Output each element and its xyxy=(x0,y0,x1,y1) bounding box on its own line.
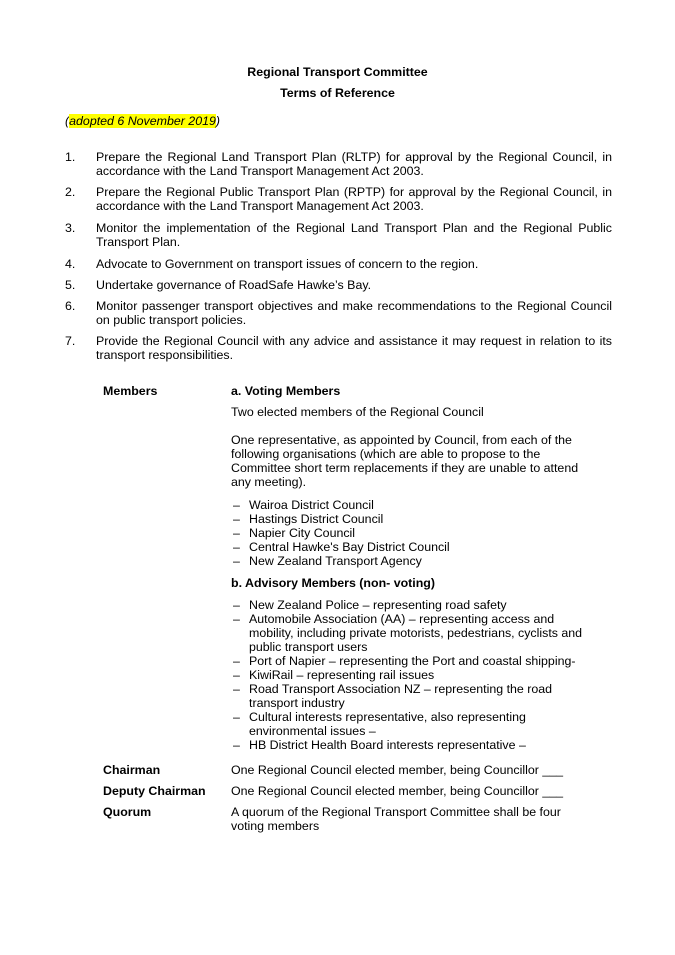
chairman-text: One Regional Council elected member, being Councillor ___ xyxy=(231,763,563,777)
document-subtitle: Terms of Reference xyxy=(280,86,395,100)
duty-number: 4. xyxy=(65,257,76,271)
dash-bullet: – xyxy=(233,738,240,752)
dash-bullet: – xyxy=(233,654,240,668)
dash-bullet: – xyxy=(233,540,240,554)
list-item: – Napier City Council xyxy=(233,526,356,540)
dash-bullet: – xyxy=(233,710,240,724)
advisory-orgs-list xyxy=(231,598,591,752)
dash-bullet: – xyxy=(233,682,240,696)
duty-text: Prepare the Regional Public Transport Plan (RPTP) for approval by the Regional Council, in accordance with the Land Transport Management Act 2003. xyxy=(96,185,612,213)
list-item: – KiwiRail – representing rail issues xyxy=(233,668,435,682)
dash-bullet: – xyxy=(233,498,240,512)
list-item: – Wairoa District Council xyxy=(233,498,374,512)
duty-text: Monitor passenger transport objectives and make recommendations to the Regional Council on public transport policies. xyxy=(96,299,612,327)
adopted-date: adopted 6 November 2019 xyxy=(69,114,216,128)
dash-bullet: – xyxy=(233,512,240,526)
list-item: – Road Transport Association NZ – representing the road transport industry xyxy=(233,682,553,710)
duty-text: Monitor the implementation of the Regional Land Transport Plan and the Regional Public Transport Plan. xyxy=(96,221,612,249)
document-title: Regional Transport Committee xyxy=(247,65,428,79)
duty-number: 6. xyxy=(65,299,76,313)
dash-bullet: – xyxy=(233,554,240,568)
dash-bullet: – xyxy=(233,668,240,682)
duty-text: Prepare the Regional Land Transport Plan (RLTP) for approval by the Regional Council, in accordance with the Land Transport Management Act 2003. xyxy=(96,150,612,178)
quorum-label: Quorum xyxy=(103,805,152,819)
duty-text: Advocate to Government on transport issues of concern to the region. xyxy=(96,257,479,271)
duty-text: Undertake governance of RoadSafe Hawke’s Bay. xyxy=(96,278,372,292)
list-item: – Automobile Association (AA) – representing access and mobility, including private motorists, pedestrians, cyclists and public transport users xyxy=(233,612,583,654)
list-item: – Port of Napier – representing the Port and coastal shipping- xyxy=(233,654,576,668)
members-label: Members xyxy=(103,384,158,398)
duty-number: 5. xyxy=(65,278,76,292)
list-item: – New Zealand Transport Agency xyxy=(233,554,422,568)
advisory-members-heading: b. Advisory Members (non- voting) xyxy=(231,576,435,590)
duty-number: 2. xyxy=(65,185,76,199)
duty-number: 7. xyxy=(65,334,76,348)
voting-orgs-list xyxy=(231,498,601,568)
adopted-note xyxy=(65,114,220,128)
list-item: – Hastings District Council xyxy=(233,512,384,526)
list-item: – HB District Health Board interests representative – xyxy=(233,738,526,752)
voting-members-heading: a. Voting Members xyxy=(231,384,341,398)
adopted-close-paren: ) xyxy=(215,114,221,128)
list-item: – Cultural interests representative, also representing environmental issues – xyxy=(233,710,526,738)
list-item: – New Zealand Police – representing road safety xyxy=(233,598,507,612)
duty-text: Provide the Regional Council with any advice and assistance it may request in relation to its transport responsibilities. xyxy=(96,334,612,362)
dash-bullet: – xyxy=(233,598,240,612)
voting-members-p2: One representative, as appointed by Council, from each of the following organisations (which are able to propose to the Committee short term replacements if they are unable to attend any meeting). xyxy=(231,433,579,489)
duty-number: 1. xyxy=(65,150,76,164)
chairman-label: Chairman xyxy=(103,763,161,777)
dash-bullet: – xyxy=(233,526,240,540)
quorum-text: A quorum of the Regional Transport Committee shall be four voting members xyxy=(231,805,561,833)
duty-number: 3. xyxy=(65,221,76,235)
list-item: – Central Hawke's Bay District Council xyxy=(233,540,450,554)
deputy-chairman-label: Deputy Chairman xyxy=(103,784,206,798)
voting-members-p1: Two elected members of the Regional Council xyxy=(231,405,484,419)
dash-bullet: – xyxy=(233,612,240,626)
deputy-chairman-text: One Regional Council elected member, being Councillor ___ xyxy=(231,784,563,798)
adopted-open-paren: ( xyxy=(65,114,70,128)
